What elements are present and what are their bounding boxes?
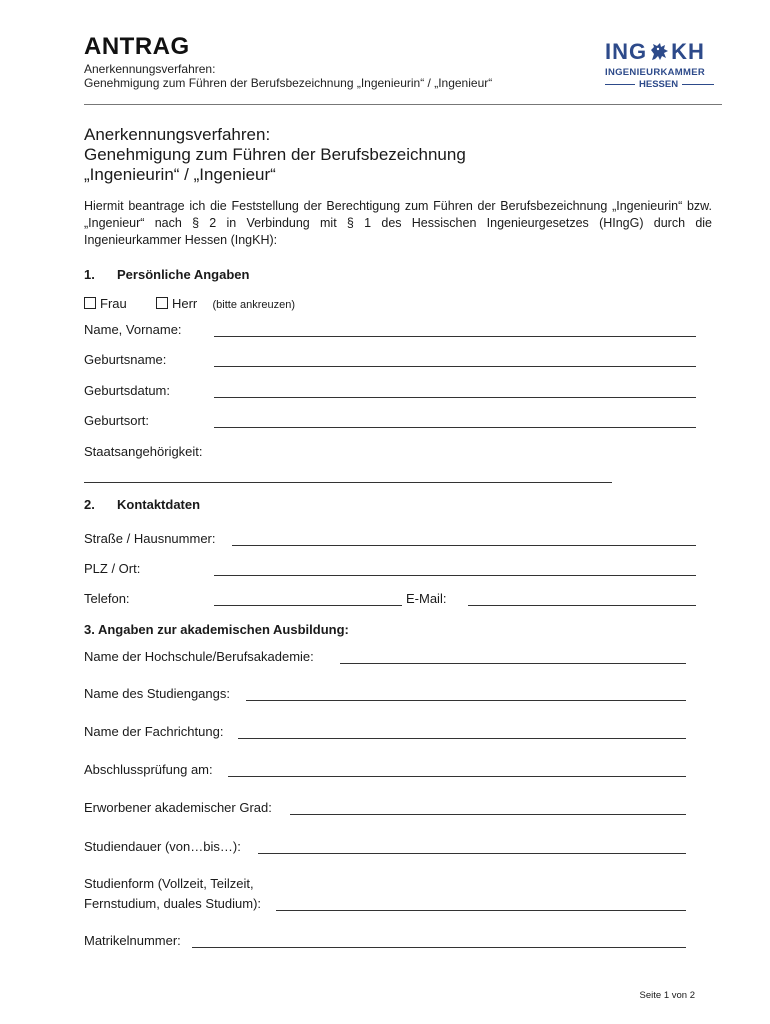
label-geburtsname: Geburtsname: — [84, 352, 167, 367]
section-2-heading — [84, 497, 200, 512]
label-akademischer-grad: Erworbener akademischer Grad: — [84, 800, 272, 815]
field-telefon[interactable] — [214, 605, 402, 606]
label-matrikelnummer: Matrikelnummer: — [84, 933, 181, 948]
logo-text-kh: KH — [671, 39, 705, 64]
checkbox-herr[interactable] — [156, 296, 197, 311]
label-name: Name, Vorname: — [84, 322, 182, 337]
document-title-line-2: Genehmigung zum Führen der Berufsbezeichnung — [84, 145, 466, 164]
label-hochschule: Name der Hochschule/Berufsakademie: — [84, 649, 314, 664]
logo-text-hessen: HESSEN — [639, 79, 679, 90]
lion-icon — [648, 41, 670, 63]
document-title-line-1: Anerkennungsverfahren: — [84, 125, 271, 144]
label-studiengang: Name des Studiengangs: — [84, 686, 230, 701]
checkbox-herr-box[interactable] — [156, 297, 168, 309]
section-3-heading: 3. Angaben zur akademischen Ausbildung: — [84, 622, 349, 637]
section-2-number: 2. — [84, 497, 95, 512]
section-1-title: Persönliche Angaben — [117, 267, 250, 282]
checkbox-frau[interactable] — [84, 296, 127, 311]
field-akademischer-grad[interactable] — [290, 814, 686, 815]
page-number: Seite 1 von 2 — [639, 990, 695, 1001]
checkbox-frau-label: Frau — [100, 296, 127, 311]
field-studiendauer[interactable] — [258, 853, 686, 854]
salutation-row — [84, 296, 295, 311]
label-staatsangehoerigkeit: Staatsangehörigkeit: — [84, 444, 203, 459]
field-geburtsdatum[interactable] — [214, 397, 696, 398]
label-strasse: Straße / Hausnummer: — [84, 531, 216, 546]
field-studienform[interactable] — [276, 910, 686, 911]
field-abschlusspruefung[interactable] — [228, 776, 686, 777]
label-geburtsort: Geburtsort: — [84, 413, 150, 428]
checkbox-herr-label: Herr — [171, 296, 198, 311]
field-geburtsort[interactable] — [214, 427, 696, 428]
field-strasse[interactable] — [232, 545, 696, 546]
field-geburtsname[interactable] — [214, 366, 696, 367]
document-title — [84, 125, 466, 185]
checkbox-hint: (bitte ankreuzen) — [212, 299, 296, 311]
header-subtitle-1: Anerkennungsverfahren: — [84, 62, 216, 76]
field-matrikelnummer[interactable] — [192, 947, 686, 948]
form-title: ANTRAG — [84, 33, 190, 60]
checkbox-frau-box[interactable] — [84, 297, 96, 309]
section-2-title: Kontaktdaten — [117, 497, 201, 512]
field-studiengang[interactable] — [246, 700, 686, 701]
field-plz-ort[interactable] — [214, 575, 696, 576]
intro-paragraph: Hiermit beantrage ich die Feststellung der Berechtigung zum Führen der Berufsbezeichnung „Ingenieurin“ bzw. „Ingenieur“ nach § 2 in Verbindung mit § 1 des Hessischen Ingenieurgesetzes (HIngG) durch die Ingenieurkammer Hessen (IngKH): — [84, 199, 712, 247]
header-divider — [84, 104, 722, 105]
logo-text-ing: ING — [605, 39, 648, 64]
field-name[interactable] — [214, 336, 696, 337]
label-fachrichtung: Name der Fachrichtung: — [84, 724, 224, 739]
ingkh-logo — [605, 40, 721, 92]
header-subtitle-2: Genehmigung zum Führen der Berufsbezeichnung „Ingenieurin“ / „Ingenieur“ — [84, 76, 493, 90]
label-studienform-line-1: Studienform (Vollzeit, Teilzeit, — [84, 876, 254, 891]
label-telefon: Telefon: — [84, 591, 130, 606]
label-studienform-line-2: Fernstudium, duales Studium): — [84, 896, 262, 911]
field-email[interactable] — [468, 605, 696, 606]
label-abschlusspruefung: Abschlussprüfung am: — [84, 762, 213, 777]
field-fachrichtung[interactable] — [238, 738, 686, 739]
document-title-line-3: „Ingenieurin“ / „Ingenieur“ — [84, 165, 276, 184]
field-staatsangehoerigkeit[interactable] — [84, 482, 612, 483]
section-1-number: 1. — [84, 267, 95, 282]
label-email: E-Mail: — [406, 591, 447, 606]
section-1-heading — [84, 267, 249, 282]
logo-bar-right — [682, 84, 714, 85]
logo-bar-left — [605, 84, 635, 85]
field-hochschule[interactable] — [340, 663, 686, 664]
label-studiendauer: Studiendauer (von…bis…): — [84, 839, 241, 854]
label-geburtsdatum: Geburtsdatum: — [84, 383, 170, 398]
label-plz-ort: PLZ / Ort: — [84, 561, 141, 576]
logo-text-ingenieurkammer: INGENIEURKAMMER — [605, 67, 706, 78]
